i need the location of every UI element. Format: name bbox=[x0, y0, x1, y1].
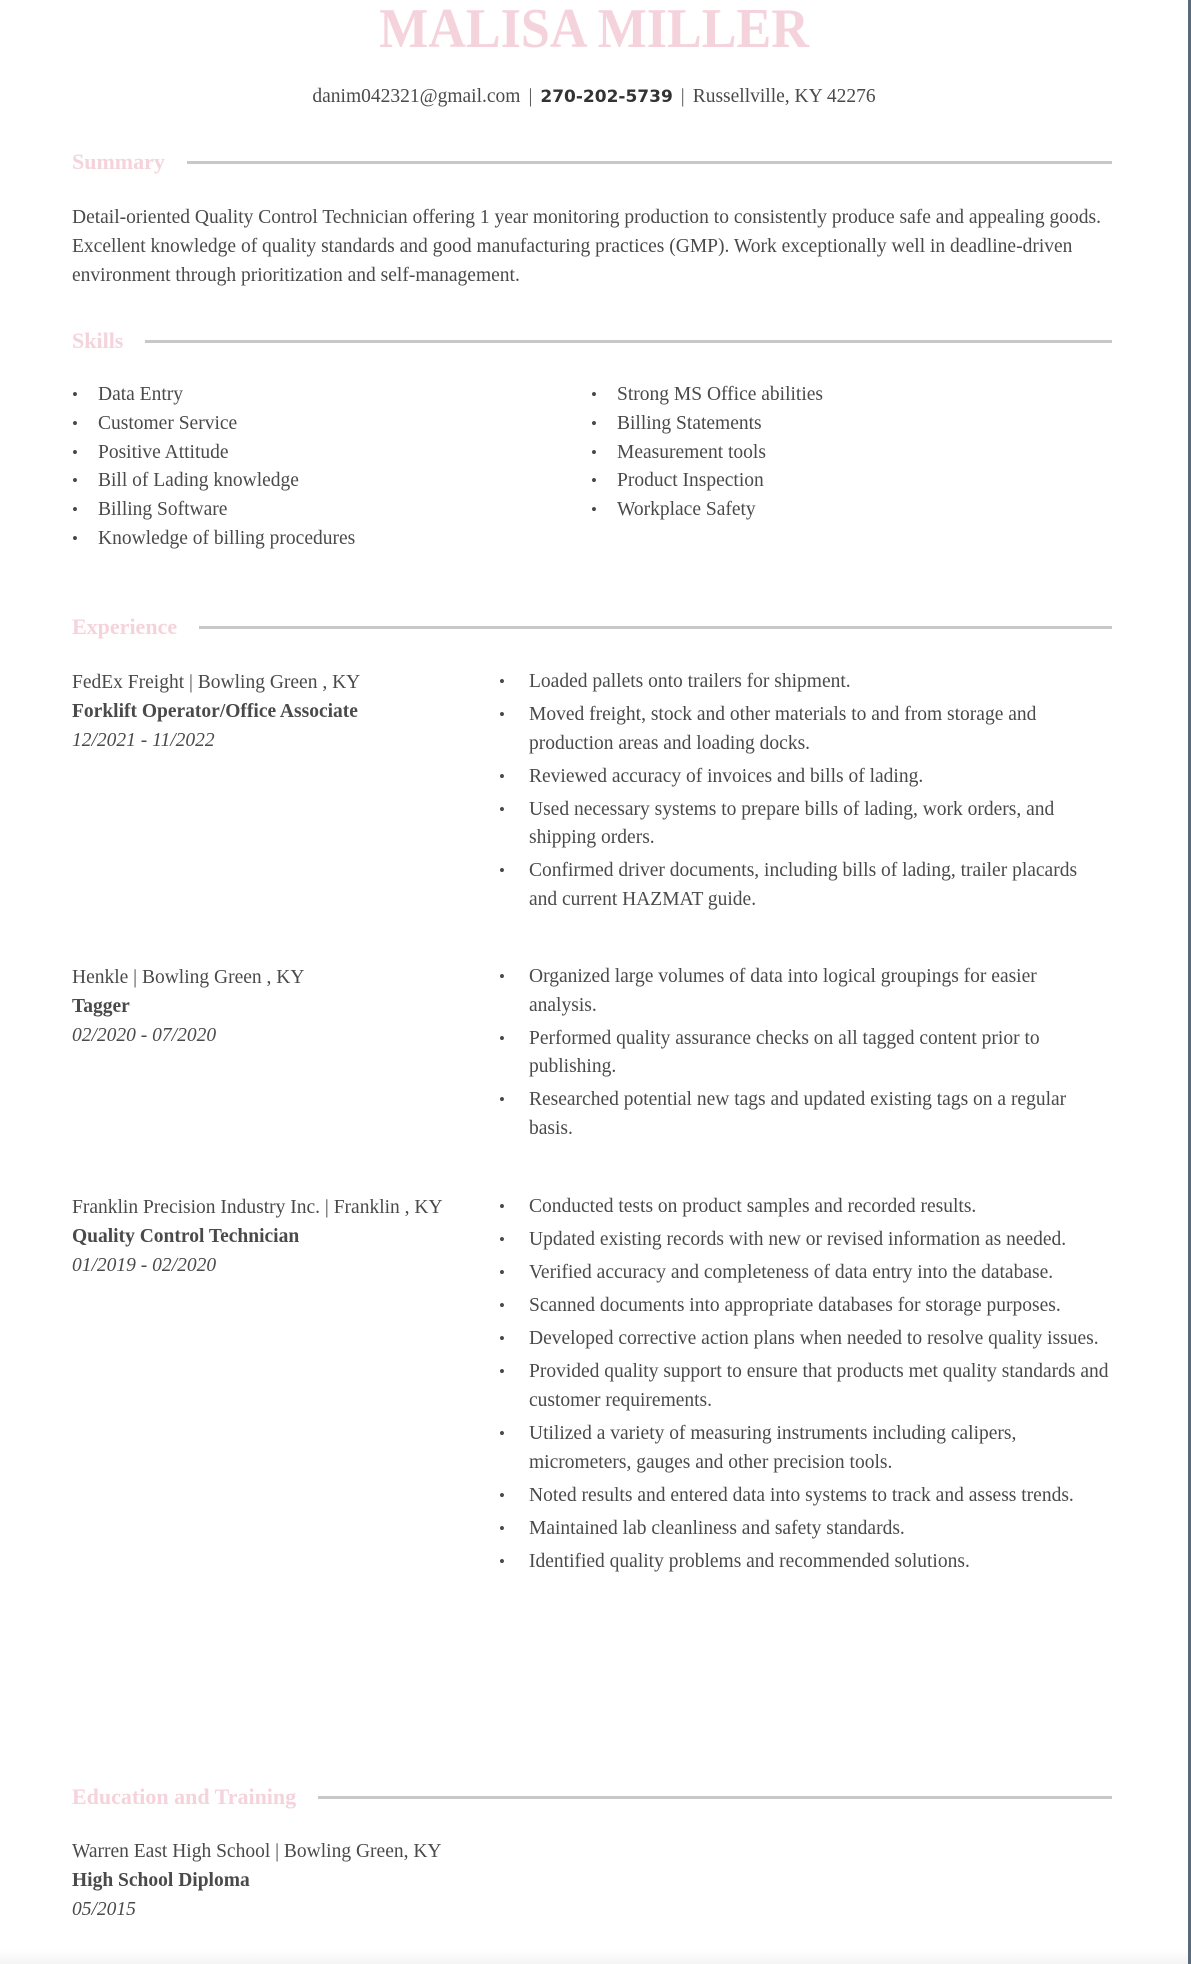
page-bottom-shadow bbox=[0, 1950, 1188, 1964]
job-company: Henkle | Bowling Green , KY bbox=[72, 967, 305, 988]
section-header-skills bbox=[72, 324, 1112, 358]
job-bullet: • Identified quality problems and recommended solutions. bbox=[499, 1548, 1109, 1577]
location: Russellville, KY 42276 bbox=[692, 86, 876, 107]
skill-item: • Knowledge of billing procedures bbox=[72, 525, 591, 554]
email-link[interactable]: danim042321@gmail.com bbox=[312, 86, 521, 107]
section-divider bbox=[318, 1796, 1112, 1799]
skill-item: • Product Inspection bbox=[591, 467, 823, 496]
job-bullet: • Developed corrective action plans when needed to resolve quality issues. bbox=[499, 1325, 1109, 1354]
section-header-summary bbox=[72, 145, 1112, 179]
education-entry bbox=[72, 1837, 442, 1924]
job-bullet: • Verified accuracy and completeness of data entry into the database. bbox=[499, 1259, 1109, 1288]
section-header-experience bbox=[72, 610, 1112, 644]
skill-item: • Data Entry bbox=[72, 381, 591, 410]
phone-number[interactable]: 270-202-5739 bbox=[540, 87, 673, 107]
job-meta bbox=[72, 668, 502, 755]
section-header-education bbox=[72, 1780, 1112, 1814]
job-bullet: • Researched potential new tags and updated existing tags on a regular basis. bbox=[499, 1086, 1109, 1143]
skill-item: • Billing Software bbox=[72, 496, 591, 525]
contact-separator: | bbox=[680, 86, 685, 107]
job-bullet: • Conducted tests on product samples and recorded results. bbox=[499, 1193, 1109, 1222]
job-title: Quality Control Technician bbox=[72, 1226, 300, 1247]
summary-text: Detail-oriented Quality Control Technician offering 1 year monitoring production to consistently produce safe and appealing goods. Excellent knowledge of quality standards and good manufacturing practices (GMP). Work exceptionally well in deadline-driven environment through prioritization and self-management. bbox=[72, 207, 1101, 286]
education-school: Warren East High School | Bowling Green, KY bbox=[72, 1841, 442, 1862]
education-date: 05/2015 bbox=[72, 1899, 136, 1920]
skills-column-left bbox=[72, 381, 591, 554]
job-bullet: • Utilized a variety of measuring instruments including calipers, micrometers, gauges and other precision tools. bbox=[499, 1420, 1109, 1477]
job-title: Forklift Operator/Office Associate bbox=[72, 701, 358, 722]
skill-item: • Positive Attitude bbox=[72, 439, 591, 468]
contact-separator: | bbox=[528, 86, 533, 107]
contact-line bbox=[0, 84, 1188, 110]
skill-item: • Measurement tools bbox=[591, 439, 823, 468]
skills-column-right bbox=[591, 381, 823, 554]
section-title: Experience bbox=[72, 614, 178, 639]
job-bullet: • Loaded pallets onto trailers for shipment. bbox=[499, 668, 1109, 697]
skill-item: • Strong MS Office abilities bbox=[591, 381, 823, 410]
job-bullet: • Performed quality assurance checks on all tagged content prior to publishing. bbox=[499, 1025, 1109, 1082]
job-bullet: • Moved freight, stock and other materials to and from storage and production areas and loading docks. bbox=[499, 701, 1109, 758]
job-bullet: • Organized large volumes of data into logical groupings for easier analysis. bbox=[499, 963, 1109, 1020]
job-bullets bbox=[499, 668, 1109, 919]
job-title: Tagger bbox=[72, 996, 130, 1017]
job-bullet: • Scanned documents into appropriate databases for storage purposes. bbox=[499, 1292, 1109, 1321]
job-company: Franklin Precision Industry Inc. | Franklin , KY bbox=[72, 1197, 443, 1218]
job-bullet: • Updated existing records with new or revised information as needed. bbox=[499, 1226, 1109, 1255]
job-dates: 12/2021 - 11/2022 bbox=[72, 730, 215, 751]
candidate-name: MALISA MILLER bbox=[379, 0, 809, 60]
education-degree: High School Diploma bbox=[72, 1870, 250, 1891]
job-bullet: • Confirmed driver documents, including bills of lading, trailer placards and current HAZMAT guide. bbox=[499, 857, 1109, 914]
job-dates: 01/2019 - 02/2020 bbox=[72, 1255, 217, 1276]
job-bullet: • Used necessary systems to prepare bills of lading, work orders, and shipping orders. bbox=[499, 796, 1109, 853]
job-bullet: • Reviewed accuracy of invoices and bills of lading. bbox=[499, 763, 1109, 792]
section-title: Education and Training bbox=[72, 1784, 297, 1809]
job-bullets bbox=[499, 963, 1109, 1148]
job-meta bbox=[72, 963, 502, 1050]
job-bullet: • Provided quality support to ensure that products met quality standards and customer requirements. bbox=[499, 1358, 1109, 1415]
job-company: FedEx Freight | Bowling Green , KY bbox=[72, 672, 361, 693]
job-meta bbox=[72, 1193, 502, 1280]
section-divider bbox=[145, 340, 1112, 343]
section-title: Skills bbox=[72, 328, 124, 353]
skill-item: • Workplace Safety bbox=[591, 496, 823, 525]
section-divider bbox=[199, 626, 1112, 629]
job-bullet: • Maintained lab cleanliness and safety standards. bbox=[499, 1515, 1109, 1544]
skill-item: • Customer Service bbox=[72, 410, 591, 439]
job-bullets bbox=[499, 1193, 1109, 1581]
skill-item: • Bill of Lading knowledge bbox=[72, 467, 591, 496]
skill-item: • Billing Statements bbox=[591, 410, 823, 439]
skills-list bbox=[72, 381, 1112, 554]
job-dates: 02/2020 - 07/2020 bbox=[72, 1025, 217, 1046]
job-bullet: • Noted results and entered data into systems to track and assess trends. bbox=[499, 1482, 1109, 1511]
section-title: Summary bbox=[72, 149, 165, 174]
section-divider bbox=[187, 161, 1112, 164]
